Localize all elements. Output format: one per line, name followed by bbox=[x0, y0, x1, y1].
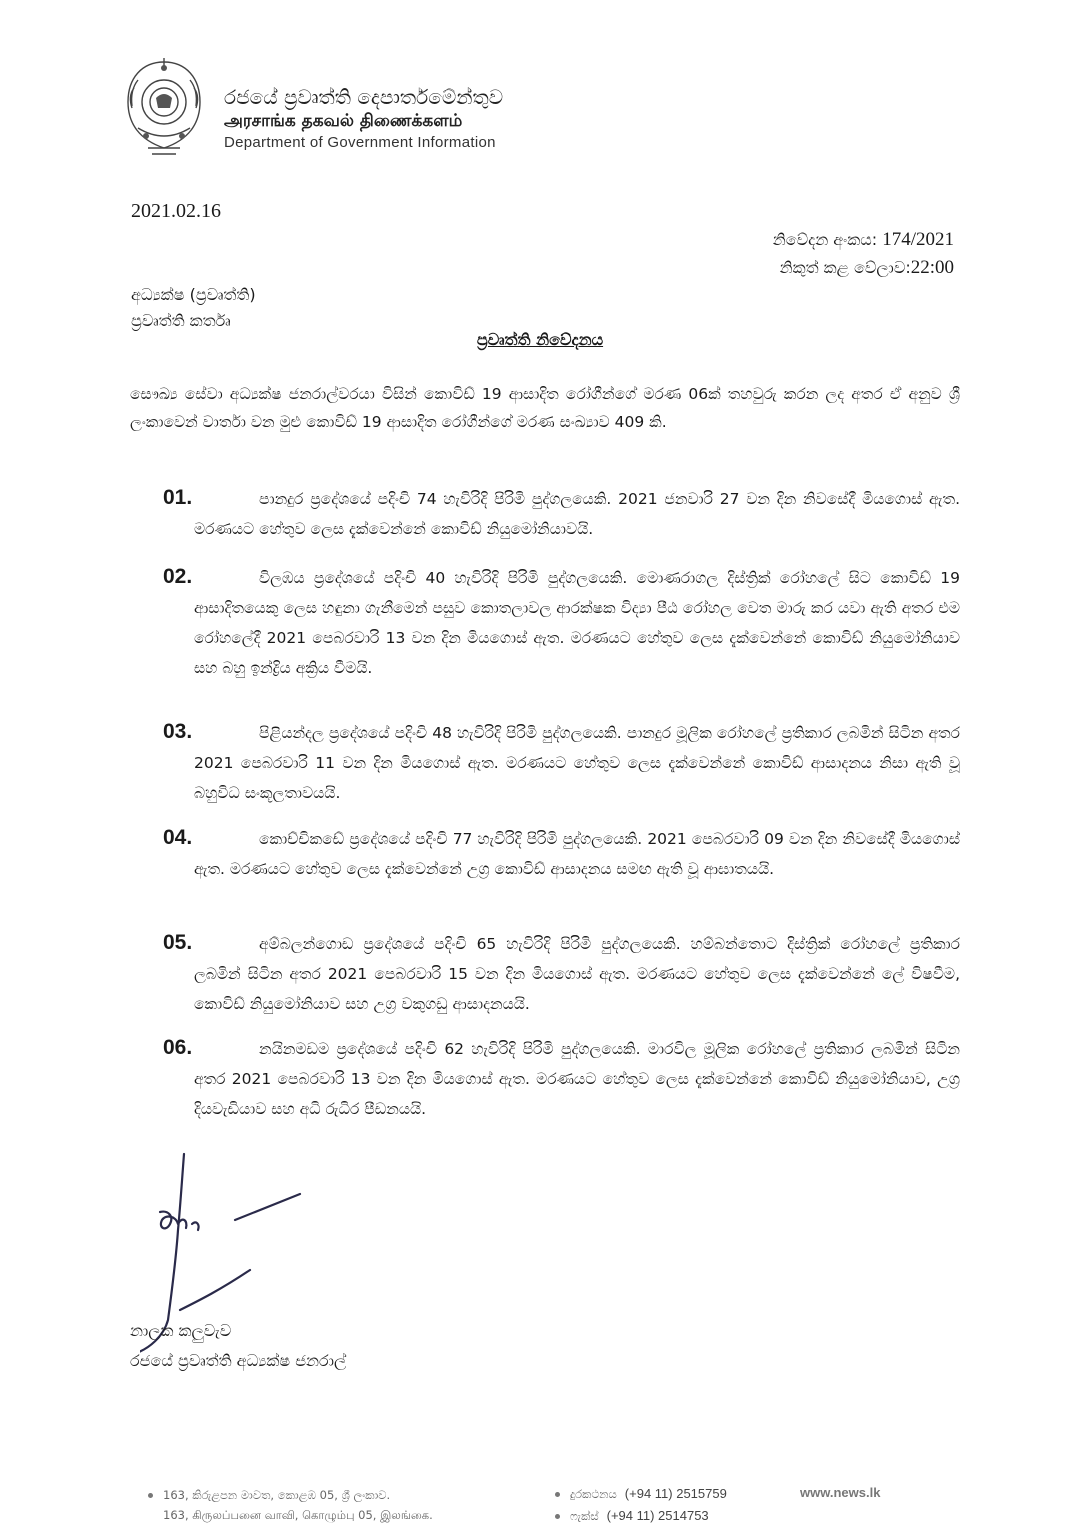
item-number: 02. bbox=[163, 565, 193, 588]
death-item bbox=[163, 563, 960, 683]
item-text: කොච්චිකඩේ ප්‍රදේශයේ පදිංචි 77 හැවිරිදි පිරිමි පුද්ගලයෙකි. 2021 පෙබරවාරි 09 වන දින නිවසේදී මියගොස් ඇත. මරණයට හේතුව ලෙස දැක්වෙන්නේ උග්‍ර කොවිඩ් ආසාදනය සමඟ ඇති වූ ආඝාතයයි. bbox=[194, 830, 960, 878]
item-number: 01. bbox=[163, 486, 193, 509]
item-text: පිළියන්දල ප්‍රදේශයේ පදිංචි 48 හැවිරිදි පිරිමි පුද්ගලයෙකි. පානදුර මූලික රෝහලේ ප්‍රතිකාර ලබමින් සිටින අතර 2021 පෙබරවාරි 11 වන දින මියගොස් ඇත. මරණයට හේතුව ලෙස දැක්වෙන්නේ කොවිඩ් ආසාදනය නිසා ඇති වූ බහුවිධ සංකූලතාවයයි. bbox=[194, 724, 960, 802]
department-name-english: Department of Government Information bbox=[224, 134, 496, 151]
document-heading: ප්‍රවෘත්ති නිවේදනය bbox=[476, 330, 604, 349]
bullet-icon bbox=[555, 1492, 560, 1497]
death-item bbox=[163, 824, 960, 884]
department-name bbox=[224, 84, 644, 154]
addressee-line-1: අධ්‍යක්ෂ (ප්‍රවෘත්ති) bbox=[131, 285, 256, 304]
department-name-sinhala: රජයේ ප්‍රවෘත්ති දෙපාර්තමේන්තුව bbox=[224, 85, 504, 109]
telephone-label: දුරකථනය bbox=[570, 1487, 617, 1501]
item-text: විලඹය ප්‍රදේශයේ පදිංචි 40 හැවිරිදි පිරිමි පුද්ගලයෙකි. මොණරාගල දිස්ත්‍රික් රෝහලේ සිට කොවිඩ් 19 ආසාදිතයෙකු ලෙස හඳුනා ගැනීමෙන් පසුව කොතලාවල ආරක්ෂක විද්‍යා පීඨ රෝහල වෙත මාරු කර යවා ඇති අතර එම රෝහලේදී 2021 පෙබරවාරි 13 වන දින මියගොස් ඇත. මරණයට හේතුව ලෙස දැක්වෙන්නේ කොවිඩ් නියුමෝනියාව සහ බහු ඉන්ද්‍රිය අක්‍රිය වීමයි. bbox=[194, 569, 960, 677]
death-item bbox=[163, 929, 960, 1019]
death-item bbox=[163, 1034, 960, 1124]
signatory-title: රජයේ ප්‍රවෘත්ති අධ්‍යක්ෂ ජනරාල් bbox=[130, 1351, 347, 1370]
release-time-label: නිකුත් කළ වේලාව: bbox=[779, 258, 911, 277]
death-item bbox=[163, 484, 960, 544]
footer-contact bbox=[555, 1483, 727, 1527]
item-text: පානදුර ප්‍රදේශයේ පදිංචි 74 හැවිරිදි පිරිමි පුද්ගලයෙකි. 2021 ජනවාරි 27 වන දින නිවසේදී මියගොස් ඇත. මරණයට හේතුව ලෙස දැක්වෙන්නේ කොවිඩ් නියුමෝනියාවයි. bbox=[194, 490, 960, 538]
bullet-icon bbox=[148, 1493, 153, 1498]
bullet-icon bbox=[555, 1514, 560, 1519]
death-item bbox=[163, 718, 960, 808]
fax-number: (+94 11) 2514753 bbox=[606, 1508, 709, 1523]
release-date: 2021.02.16 bbox=[131, 200, 221, 222]
release-time bbox=[773, 254, 954, 282]
telephone-number: (+94 11) 2515759 bbox=[624, 1486, 727, 1501]
release-time-value: 22:00 bbox=[910, 257, 954, 278]
addressee bbox=[131, 282, 256, 334]
item-number: 04. bbox=[163, 826, 193, 849]
footer-website: www.news.lk bbox=[800, 1485, 881, 1500]
release-number-label: නිවේදන අංකය: bbox=[772, 230, 878, 249]
footer-address bbox=[148, 1485, 433, 1525]
item-text: අම්බලන්ගොඩ ප්‍රදේශයේ පදිංචි 65 හැවිරිදි පිරිමි පුද්ගලයෙකි. හම්බන්තොට දිස්ත්‍රික් රෝහලේ ප්‍රතිකාර ලබමින් සිටින අතර 2021 පෙබරවාරි 15 වන දින මියගොස් ඇත. මරණයට හේතුව ලෙස දැක්වෙන්නේ ලේ විෂවීම, කොවිඩ් නියුමෝනියාව සහ උග්‍ර වකුගඩු ආසාදනයයි. bbox=[194, 935, 960, 1013]
intro-paragraph: සෞඛ්‍ය සේවා අධ්‍යක්ෂ ජනරාල්වරයා විසින් කොවිඩ් 19 ආසාදිත රෝගීන්ගේ මරණ 06ක් තහවුරු කරන ලද අතර ඒ අනුව ශ්‍රී ලංකාවෙන් වාර්තා වන මුළු කොවිඩ් 19 ආසාදිත රෝගීන්ගේ මරණ සංඛ්‍යාව 409 කි. bbox=[130, 385, 960, 431]
department-name-tamil: அரசாங்க தகவல் திணைக்களம் bbox=[224, 111, 463, 131]
addressee-line-2: ප්‍රවෘත්ති කර්තෘ bbox=[131, 311, 231, 330]
sri-lanka-emblem-icon bbox=[118, 58, 210, 158]
fax-label: ෆැක්ස් bbox=[570, 1509, 599, 1523]
signatory-block bbox=[130, 1316, 346, 1376]
item-number: 05. bbox=[163, 931, 193, 954]
document-heading-wrap bbox=[0, 330, 1080, 350]
item-text: නයිනමඩම ප්‍රදේශයේ පදිංචි 62 හැවිරිදි පිරිමි පුද්ගලයෙකි. මාරවිල මූලික රෝහලේ ප්‍රතිකාර ලබමින් සිටින අතර 2021 පෙබරවාරි 13 වන දින මියගොස් ඇත. මරණයට හේතුව ලෙස දැක්වෙන්නේ කොවිඩ් නියුමෝනියාව, උග්‍ර දියවැඩියාව සහ අධි රුධිර පීඩනයයි. bbox=[194, 1040, 960, 1118]
reference-block bbox=[773, 226, 954, 282]
release-number bbox=[773, 226, 954, 254]
item-number: 03. bbox=[163, 720, 193, 743]
footer-address-tamil: 163, கிருலப்பனை வாவி, கொழும்பு 05, இலங்கை. bbox=[163, 1508, 433, 1522]
footer-address-sinhala: 163, කිරුළපන මාවත, කොළඹ 05, ශ්‍රී ලංකාව. bbox=[163, 1488, 391, 1502]
footer bbox=[0, 1475, 1080, 1525]
signatory-name: නාලක කලුවැව bbox=[130, 1321, 232, 1340]
item-number: 06. bbox=[163, 1036, 193, 1059]
release-number-value: 174/2021 bbox=[882, 229, 954, 250]
